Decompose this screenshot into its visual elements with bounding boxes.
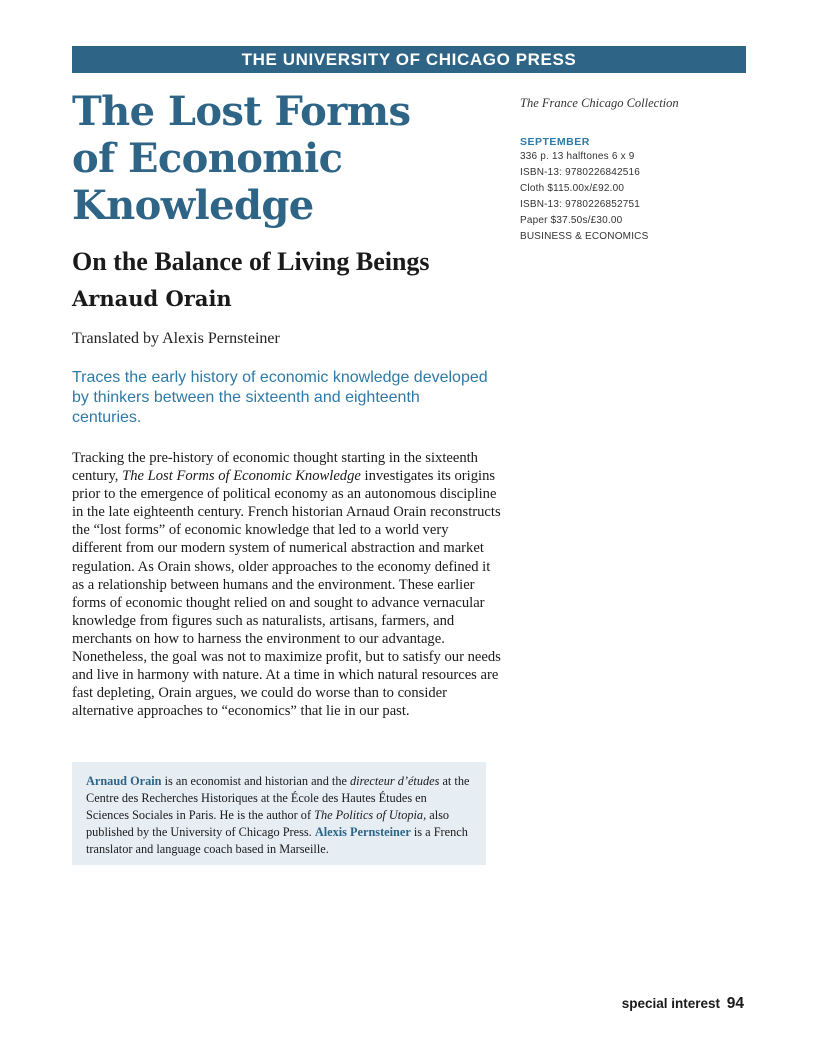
book-title-line: of Economic bbox=[72, 135, 343, 182]
page-number: 94 bbox=[726, 995, 744, 1012]
book-metadata-sidebar bbox=[520, 95, 746, 245]
publisher-banner bbox=[72, 46, 746, 73]
bio-text: is a French translator and language coach based in Marseille. bbox=[86, 825, 468, 856]
bio-text: is an economist and historian and the bbox=[161, 774, 351, 788]
publication-month: SEPTEMBER bbox=[520, 136, 590, 148]
book-author: Arnaud Orain bbox=[72, 286, 232, 311]
author-bio-box bbox=[72, 762, 486, 865]
book-specs: 336 p. 13 halftones 6 x 9 bbox=[520, 151, 635, 162]
author-bio bbox=[86, 773, 472, 858]
publisher-name: THE UNIVERSITY OF CHICAGO PRESS bbox=[241, 49, 577, 69]
isbn-paper: ISBN-13: 9780226852751 bbox=[520, 199, 641, 210]
bio-translator-name: Alexis Pernsteiner bbox=[314, 825, 411, 839]
section-name: special interest bbox=[621, 996, 720, 1011]
price-cloth: Cloth $115.00x/£92.00 bbox=[520, 183, 625, 194]
book-subtitle: On the Balance of Living Beings bbox=[72, 247, 430, 276]
book-description bbox=[72, 449, 502, 720]
description-book-title: The Lost Forms of Economic Knowledge bbox=[122, 468, 361, 485]
book-tagline: Traces the early history of economic knowledge developed by thinkers between the sixteenth and eighteenth centuries. bbox=[72, 369, 488, 426]
bio-role: directeur d’études bbox=[350, 774, 440, 788]
bio-text: also published by the University of Chicago Press. bbox=[86, 808, 450, 839]
description-text: Tracking the pre-history of economic thought starting in the sixteenth century, bbox=[72, 450, 478, 485]
book-title-line: Knowledge bbox=[72, 182, 314, 229]
book-title bbox=[72, 88, 492, 229]
collection-name: The France Chicago Collection bbox=[520, 96, 679, 110]
book-translator: Translated by Alexis Pernsteiner bbox=[72, 330, 280, 347]
bio-author-name: Arnaud Orain bbox=[86, 774, 162, 788]
page-footer bbox=[622, 995, 744, 1013]
bio-text: at the Centre des Recherches Historiques at the École des Hautes Études en Sciences Sociales in Paris. He is the author of bbox=[86, 774, 470, 822]
subject-category: BUSINESS & ECONOMICS bbox=[520, 231, 649, 242]
book-title-line: The Lost Forms bbox=[72, 88, 411, 135]
isbn-cloth: ISBN-13: 9780226842516 bbox=[520, 167, 641, 178]
bio-book-title: The Politics of Utopia, bbox=[314, 808, 427, 822]
description-text: investigates its origins prior to the emergence of political economy as an autonomous discipline in the late eighteenth century. French historian Arnaud Orain reconstructs the “lost forms” of economic knowledge that led to a world very different from our modern system of numerical abstraction and market regulation. As Orain shows, older approaches to the economy defined it as a relationship between humans and the environment. These earlier forms of economic thought relied on and sought to advance vernacular knowledge from figures such as naturalists, artisans, farmers, and merchants on how to harness the environment to our advantage. Nonetheless, the goal was not to maximize profit, but to satisfy our needs and live in harmony with nature. At a time in which natural resources are fast depleting, Orain argues, we could do worse than to consider alternative approaches to “economics” that lie in our past. bbox=[72, 468, 501, 720]
price-paper: Paper $37.50s/£30.00 bbox=[520, 215, 623, 226]
